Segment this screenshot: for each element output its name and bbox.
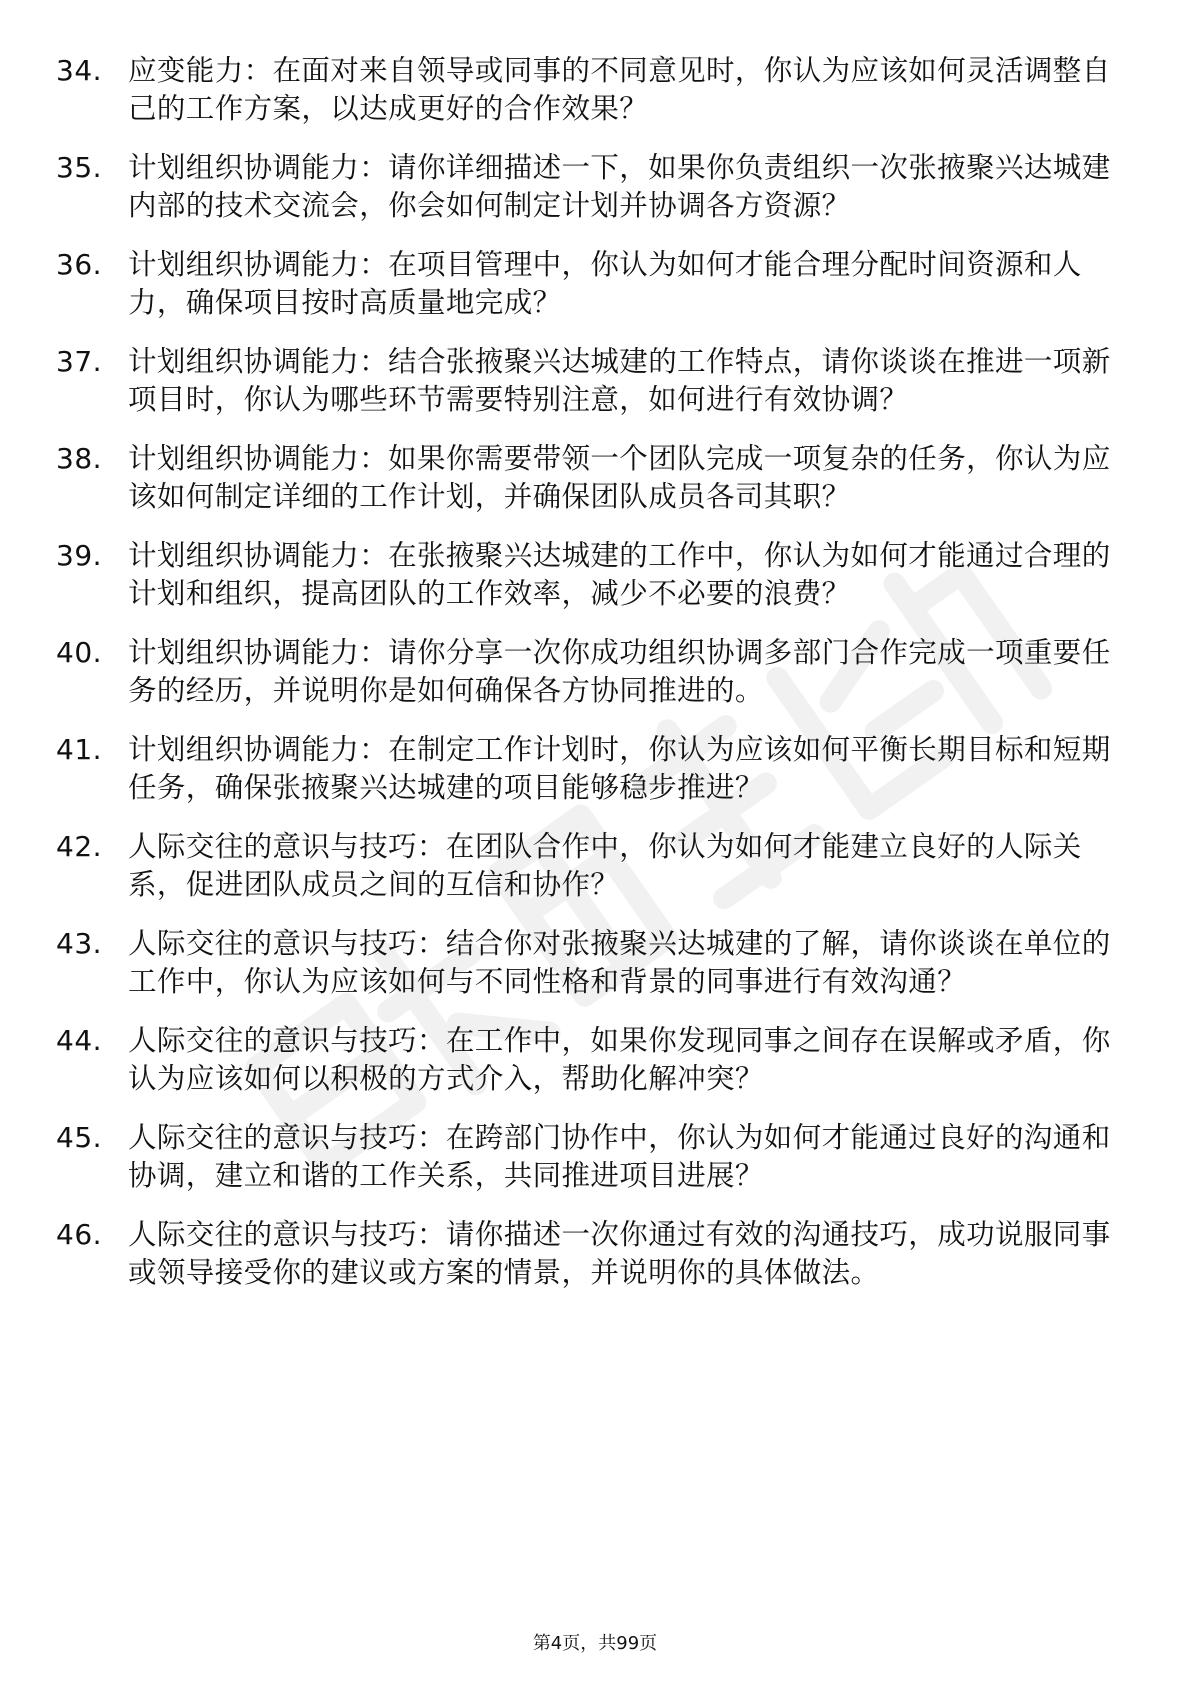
question-number: 45. <box>56 1121 103 1154</box>
page-footer: 第4页，共99页 <box>532 1633 658 1654</box>
question-text: 计划组织协调能力：结合张掖聚兴达城建的工作特点，请你谈谈在推进一项新项目时，你认为哪些环节需要特别注意，如何进行有效协调？ <box>128 345 1111 416</box>
question-text: 计划组织协调能力：如果你需要带领一个团队完成一项复杂的任务，你认为应该如何制定详细的工作计划，并确保团队成员各司其职？ <box>128 442 1111 513</box>
question-number: 38. <box>56 442 103 475</box>
question-text: 人际交往的意识与技巧：在跨部门协作中，你认为如何才能通过良好的沟通和协调，建立和谐的工作关系，共同推进项目进展？ <box>128 1121 1111 1192</box>
question-number: 46. <box>56 1218 103 1251</box>
question-text: 人际交往的意识与技巧：在团队合作中，你认为如何才能建立良好的人际关系，促进团队成员之间的互信和协作？ <box>128 830 1082 901</box>
question-item-42 <box>56 828 1116 904</box>
question-item-43 <box>56 925 1116 1001</box>
question-number: 37. <box>56 345 103 378</box>
question-item-46 <box>56 1216 1116 1292</box>
question-number: 35. <box>56 151 103 184</box>
question-text: 人际交往的意识与技巧：在工作中，如果你发现同事之间存在误解或矛盾，你认为应该如何以积极的方式介入，帮助化解冲突？ <box>128 1024 1111 1095</box>
question-item-34 <box>56 52 1116 128</box>
question-item-41 <box>56 731 1116 807</box>
question-number: 44. <box>56 1024 103 1057</box>
question-number: 42. <box>56 830 103 863</box>
question-text: 人际交往的意识与技巧：结合你对张掖聚兴达城建的了解，请你谈谈在单位的工作中，你认为应该如何与不同性格和背景的同事进行有效沟通？ <box>128 927 1111 998</box>
question-item-37 <box>56 343 1116 419</box>
question-item-38 <box>56 440 1116 516</box>
question-item-44 <box>56 1022 1116 1098</box>
question-number: 34. <box>56 54 103 87</box>
question-number: 36. <box>56 248 103 281</box>
question-item-36 <box>56 246 1116 322</box>
question-text: 计划组织协调能力：在制定工作计划时，你认为应该如何平衡长期目标和短期任务，确保张掖聚兴达城建的项目能够稳步推进？ <box>128 733 1111 804</box>
question-text: 人际交往的意识与技巧：请你描述一次你通过有效的沟通技巧，成功说服同事或领导接受你的建议或方案的情景，并说明你的具体做法。 <box>128 1218 1111 1289</box>
question-text: 计划组织协调能力：请你详细描述一下，如果你负责组织一次张掖聚兴达城建内部的技术交流会，你会如何制定计划并协调各方资源？ <box>128 151 1111 222</box>
question-item-35 <box>56 149 1116 225</box>
question-number: 43. <box>56 927 103 960</box>
question-text: 应变能力：在面对来自领导或同事的不同意见时，你认为应该如何灵活调整自己的工作方案，以达成更好的合作效果？ <box>128 54 1111 125</box>
question-number: 40. <box>56 636 103 669</box>
question-number: 39. <box>56 539 103 572</box>
question-item-45 <box>56 1119 1116 1195</box>
question-item-39 <box>56 537 1116 613</box>
question-text: 计划组织协调能力：请你分享一次你成功组织协调多部门合作完成一项重要任务的经历，并说明你是如何确保各方协同推进的。 <box>128 636 1111 707</box>
question-item-40 <box>56 634 1116 710</box>
question-list <box>56 52 1116 1313</box>
question-number: 41. <box>56 733 103 766</box>
question-text: 计划组织协调能力：在项目管理中，你认为如何才能合理分配时间资源和人力，确保项目按时高质量地完成？ <box>128 248 1082 319</box>
question-text: 计划组织协调能力：在张掖聚兴达城建的工作中，你认为如何才能通过合理的计划和组织，提高团队的工作效率，减少不必要的浪费？ <box>128 539 1111 610</box>
